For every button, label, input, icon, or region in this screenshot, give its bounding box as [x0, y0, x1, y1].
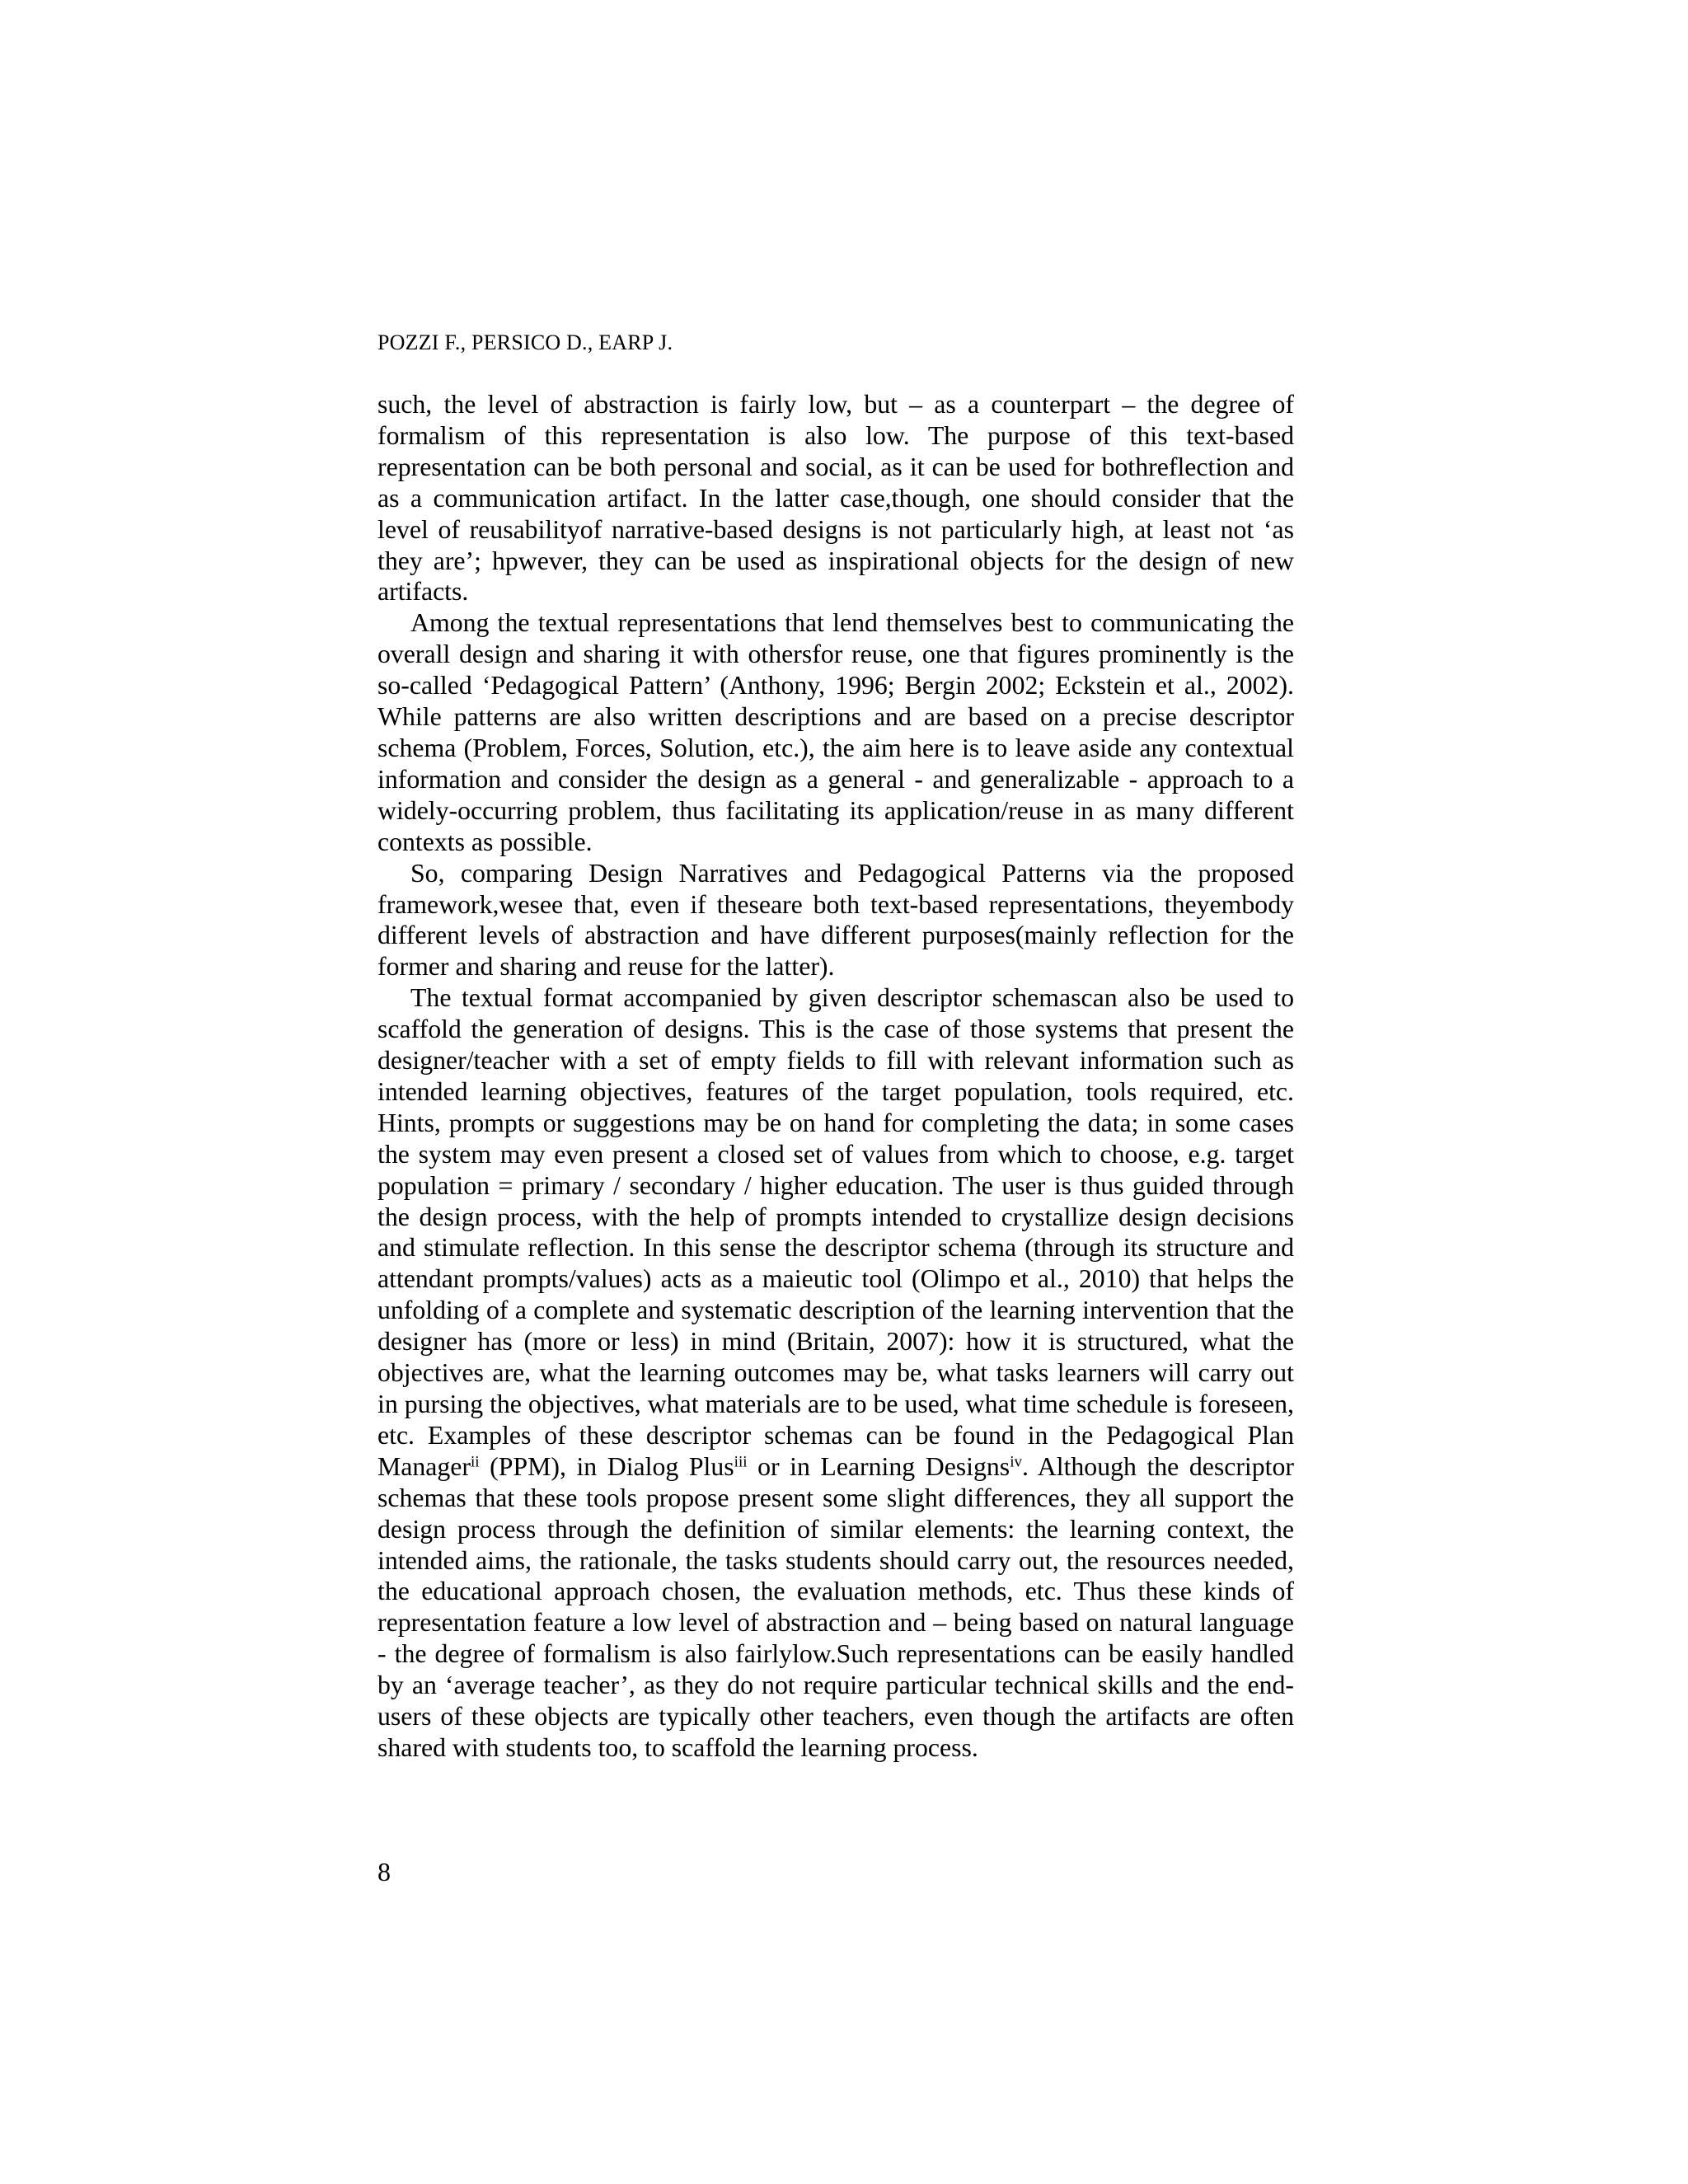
- endnote-marker: ii: [471, 1453, 480, 1471]
- paragraph-text-segment: . Although the descriptor schemas that these tools propose present some slight differences, they all support the design process through the definition of similar elements: the learning context, the intended aims, the rationale, the tasks students should carry out, the resources needed, the educational approach chosen, the evaluation methods, etc. Thus these kinds of representation feature a low level of abstraction and – being based on natural language - the degree of formalism is also fairlylow.Such representations can be easily handled by an ‘average teacher’, as they do not require particular technical skills and the end-users of these objects are typically other teachers, even though the artifacts are often shared with students too, to scaffold the learning process.: [377, 1451, 1294, 1762]
- paragraph-continuation: such, the level of abstraction is fairly low, but – as a counterpart – the degree of formalism of this representation is also low. The purpose of this text-based representation can be both personal and social, as it can be used for bothreflection and as a communication artifact. In the latter case,though, one should consider that the level of reusabilityof narrative-based designs is not particularly high, at least not ‘as they are’; hpwever, they can be used as inspirational objects for the design of new artifacts.: [377, 390, 1294, 607]
- paragraph-text-segment: The textual format accompanied by given descriptor schemascan also be used to scaffold the generation of designs. This is the case of those systems that present the designer/teacher with a set of empty fields to fill with relevant information such as intended learning objectives, features of the target population, tools required, etc. Hints, prompts or suggestions may be on hand for completing the data; in some cases the system may even present a closed set of values from which to choose, e.g. target population = primary / secondary / higher education. The user is thus guided through the design process, with the help of prompts intended to crystallize design decisions and stimulate reflection. In this sense the descriptor schema (through its structure and attendant prompts/values) acts as a maieutic tool (Olimpo et al., 2010) that helps the unfolding of a complete and systematic description of the learning intervention that the designer has (more or less) in mind (Britain, 2007): how it is structured, what the objectives are, what the learning outcomes may be, what tasks learners will carry out in pursing the objectives, what materials are to be used, what time schedule is foreseen, etc. Examples of these descriptor schemas can be found in the Pedagogical Plan Manager: [377, 983, 1294, 1481]
- endnote-marker: iv: [1010, 1453, 1023, 1471]
- paragraph-descriptor-schemas: [377, 982, 1294, 1764]
- page-number: 8: [377, 1857, 391, 1886]
- endnote-marker: iii: [734, 1453, 748, 1471]
- body-text: [377, 389, 1294, 1764]
- paragraph-text-segment: (PPM), in Dialog Plus: [479, 1451, 734, 1481]
- paragraph-text-segment: or in Learning Designs: [747, 1451, 1010, 1481]
- running-header: POZZI F., PERSICO D., EARP J.: [377, 330, 673, 354]
- paragraph-comparison: So, comparing Design Narratives and Pedagogical Patterns via the proposed framework,wesee that, even if theseare both text-based representations, theyembody different levels of abstraction and have different purposes(mainly reflection for the former and sharing and reuse for the latter).: [377, 858, 1294, 982]
- paragraph-pedagogical-patterns: Among the textual representations that lend themselves best to communicating the overall design and sharing it with othersfor reuse, one that figures prominently is the so-called ‘Pedagogical Pattern’ (Anthony, 1996; Bergin 2002; Eckstein et al., 2002). While patterns are also written descriptions and are based on a precise descriptor schema (Problem, Forces, Solution, etc.), the aim here is to leave aside any contextual information and consider the design as a general - and generalizable - approach to a widely-occurring problem, thus facilitating its application/reuse in as many different contexts as possible.: [377, 608, 1294, 856]
